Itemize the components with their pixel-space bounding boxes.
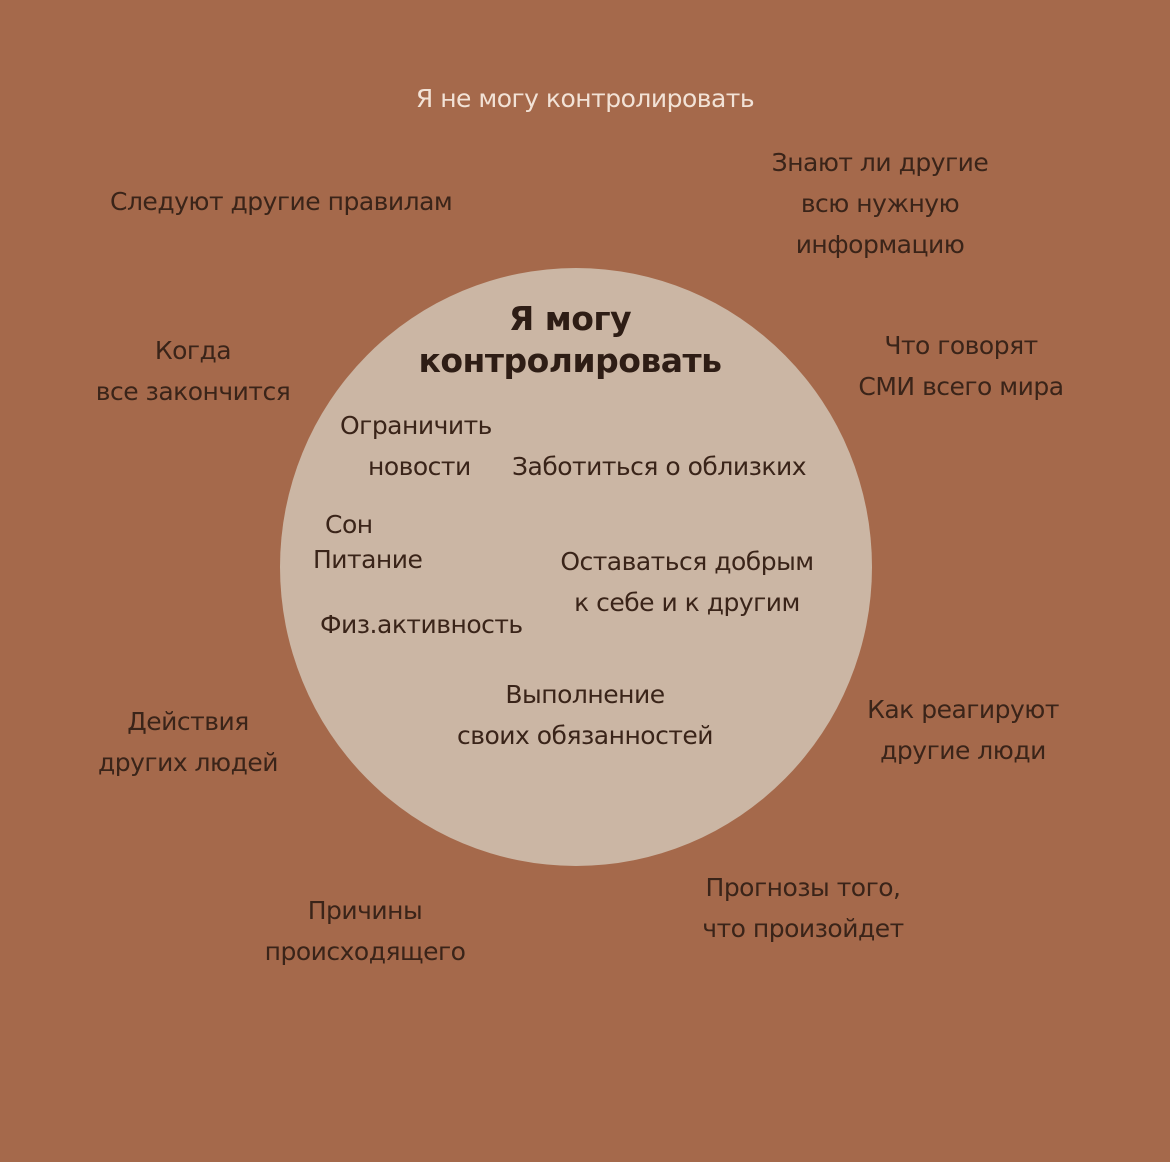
inner-title-line: контролировать (418, 341, 722, 380)
outer-item-line: Причины (307, 896, 423, 925)
outer-item-others-react (858, 689, 1068, 771)
outer-item-line: Действия (127, 707, 249, 736)
inner-title-line: Я могу (508, 299, 632, 338)
outer-item-line: СМИ всего мира (858, 372, 1064, 401)
outer-item-line: всю нужную (800, 189, 960, 218)
inner-item-line: Сон (325, 510, 373, 539)
inner-item-line: Ограничить (340, 411, 492, 440)
inner-item-line: Заботиться о облизких (512, 452, 807, 481)
inner-item-line: Выполнение (505, 680, 665, 709)
inner-item-kindness (552, 541, 822, 623)
outer-item-causes (252, 890, 478, 972)
inner-title (380, 298, 760, 382)
inner-item-duties (440, 674, 730, 756)
outer-item-line: Когда (154, 336, 232, 365)
outer-title: Я не могу контролировать (415, 84, 755, 113)
inner-item-nutrition (313, 539, 422, 580)
outer-item-line: Как реагируют (867, 695, 1059, 724)
outer-item-line: Прогнозы того, (705, 873, 901, 902)
outer-item-line: что произойдет (702, 914, 904, 943)
outer-item-line: других людей (97, 748, 278, 777)
inner-item-line: новости (368, 452, 471, 481)
outer-item-line: другие люди (880, 736, 1046, 765)
outer-item-line: Знают ли другие (771, 148, 989, 177)
inner-item-line: Питание (313, 545, 423, 574)
inner-item-limit (340, 405, 492, 446)
outer-item-line: Следуют другие правилам (110, 187, 453, 216)
outer-item-media (846, 325, 1076, 407)
inner-item-care (512, 446, 806, 487)
outer-item-follow-rules (110, 181, 452, 222)
inner-item-activity (320, 604, 523, 645)
outer-item-line: происходящего (264, 937, 466, 966)
outer-item-when-ends (88, 330, 298, 412)
outer-item-others-actions (88, 701, 288, 783)
inner-item-news (368, 446, 471, 487)
outer-item-others-info (760, 142, 1000, 265)
outer-item-line: Что говорят (884, 331, 1038, 360)
inner-item-line: к себе и к другим (574, 588, 800, 617)
inner-item-line: Физ.активность (320, 610, 523, 639)
outer-item-line: информацию (795, 230, 965, 259)
inner-item-line: своих обязанностей (456, 721, 714, 750)
outer-item-forecasts (690, 867, 916, 949)
inner-item-line: Оставаться добрым (560, 547, 814, 576)
outer-item-line: все закончится (95, 377, 291, 406)
